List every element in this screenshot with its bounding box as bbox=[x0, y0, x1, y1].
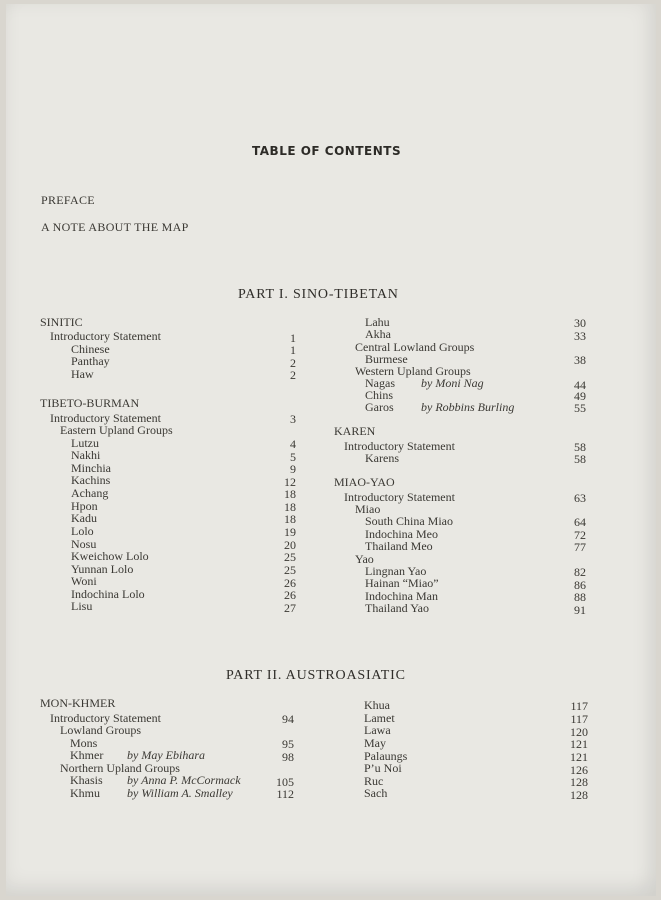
toc-section: SINITIC bbox=[40, 315, 83, 329]
page-number: 1 bbox=[290, 343, 296, 357]
page-number: 27 bbox=[284, 601, 296, 615]
toc-entry: May bbox=[364, 736, 386, 750]
author-credit: by Moni Nag bbox=[421, 376, 484, 390]
author-credit: by May Ebihara bbox=[127, 748, 205, 762]
toc-entry: Haw bbox=[71, 367, 94, 381]
page-number: 88 bbox=[574, 590, 586, 604]
toc-entry: Hainan “Miao” bbox=[365, 576, 439, 590]
toc-subsection: Lowland Groups bbox=[60, 723, 141, 737]
toc-entry: Karens bbox=[365, 451, 399, 465]
toc-subsection: Central Lowland Groups bbox=[355, 340, 475, 354]
toc-entry: Introductory Statement bbox=[50, 711, 161, 725]
page-number: 105 bbox=[276, 775, 294, 789]
page-number: 86 bbox=[574, 578, 586, 592]
toc-entry: Lingnan Yao bbox=[365, 564, 427, 578]
toc-entry: Panthay bbox=[71, 354, 110, 368]
front-preface: PREFACE bbox=[41, 193, 95, 207]
toc-entry: Khmu bbox=[70, 786, 100, 800]
page-number: 121 bbox=[570, 750, 588, 764]
toc-entry: Burmese bbox=[365, 352, 408, 366]
toc-entry: Lawa bbox=[364, 723, 391, 737]
toc-entry: Khmer bbox=[70, 748, 104, 762]
toc-subsection: Miao bbox=[355, 502, 381, 516]
toc-entry: Kachins bbox=[71, 473, 111, 487]
toc-entry: Indochina Man bbox=[365, 589, 438, 603]
page-number: 112 bbox=[276, 787, 294, 801]
page-number: 120 bbox=[570, 725, 588, 739]
toc-entry: Indochina Lolo bbox=[71, 587, 145, 601]
toc-section: MON-KHMER bbox=[40, 696, 116, 710]
page-number: 20 bbox=[284, 538, 296, 552]
page-number: 95 bbox=[282, 737, 294, 751]
page-number: 58 bbox=[574, 452, 586, 466]
toc-entry: Hpon bbox=[71, 499, 98, 513]
toc-entry: Lutzu bbox=[71, 436, 99, 450]
toc-subsection: Western Upland Groups bbox=[355, 364, 471, 378]
toc-entry: Khua bbox=[364, 698, 390, 712]
page-number: 2 bbox=[290, 368, 296, 382]
part2-heading: PART II. AUSTROASIATIC bbox=[226, 668, 406, 683]
toc-entry: Introductory Statement bbox=[344, 439, 455, 453]
page-number: 128 bbox=[570, 788, 588, 802]
author-credit: by Robbins Burling bbox=[421, 400, 515, 414]
toc-entry: Kweichow Lolo bbox=[71, 549, 149, 563]
toc-entry: Indochina Meo bbox=[365, 527, 438, 541]
author-credit: by Anna P. McCormack bbox=[127, 773, 241, 787]
toc-subsection: Northern Upland Groups bbox=[60, 761, 180, 775]
page-number: 30 bbox=[574, 316, 586, 330]
page-number: 38 bbox=[574, 353, 586, 367]
page-number: 77 bbox=[574, 540, 586, 554]
page-number: 117 bbox=[570, 699, 588, 713]
page-number: 126 bbox=[570, 763, 588, 777]
toc-entry: Chins bbox=[365, 388, 394, 402]
toc-entry: Nosu bbox=[71, 537, 97, 551]
toc-entry: Nagas bbox=[365, 376, 395, 390]
toc-entry: Thailand Meo bbox=[365, 539, 433, 553]
page-number: 117 bbox=[570, 712, 588, 726]
page-number: 49 bbox=[574, 389, 586, 403]
toc-entry: Woni bbox=[71, 574, 97, 588]
page-number: 3 bbox=[290, 412, 296, 426]
toc-entry: Kadu bbox=[71, 511, 97, 525]
toc-entry: Lamet bbox=[364, 711, 395, 725]
page-number: 58 bbox=[574, 440, 586, 454]
page-number: 26 bbox=[284, 576, 296, 590]
toc-entry: Minchia bbox=[71, 461, 111, 475]
toc-entry: Khasis bbox=[70, 773, 103, 787]
toc-entry: Mons bbox=[70, 736, 98, 750]
toc-entry: Introductory Statement bbox=[50, 329, 161, 343]
toc-entry: Lahu bbox=[365, 315, 390, 329]
page-number: 94 bbox=[282, 712, 294, 726]
toc-entry: Achang bbox=[71, 486, 109, 500]
page-number: 18 bbox=[284, 487, 296, 501]
toc-entry: Akha bbox=[365, 327, 391, 341]
page-number: 33 bbox=[574, 329, 586, 343]
toc-subsection: Yao bbox=[355, 552, 374, 566]
toc-entry: Palaungs bbox=[364, 749, 408, 763]
page-number: 128 bbox=[570, 775, 588, 789]
page-number: 2 bbox=[290, 356, 296, 370]
toc-entry: Nakhi bbox=[71, 448, 101, 462]
toc-entry: Ruc bbox=[364, 774, 384, 788]
page-number: 25 bbox=[284, 550, 296, 564]
page-number: 63 bbox=[574, 491, 586, 505]
toc-section: MIAO-YAO bbox=[334, 475, 395, 489]
page-number: 98 bbox=[282, 750, 294, 764]
toc-entry: Garos bbox=[365, 400, 394, 414]
page-number: 44 bbox=[574, 378, 586, 392]
page-number: 18 bbox=[284, 512, 296, 526]
toc-entry: Lisu bbox=[71, 599, 93, 613]
toc-entry: South China Miao bbox=[365, 514, 454, 528]
page-number: 25 bbox=[284, 563, 296, 577]
page-number: 19 bbox=[284, 525, 296, 539]
page-number: 12 bbox=[284, 475, 296, 489]
page-number: 82 bbox=[574, 565, 586, 579]
front-map-note: A NOTE ABOUT THE MAP bbox=[41, 220, 189, 234]
part1-heading: PART I. SINO-TIBETAN bbox=[238, 287, 399, 302]
toc-entry: Introductory Statement bbox=[344, 490, 455, 504]
toc-entry: Introductory Statement bbox=[50, 411, 161, 425]
toc-entry: Yunnan Lolo bbox=[71, 562, 134, 576]
page-number: 1 bbox=[290, 331, 296, 345]
page-title: TABLE OF CONTENTS bbox=[252, 144, 402, 158]
toc-entry: Lolo bbox=[71, 524, 94, 538]
toc-subsection: Eastern Upland Groups bbox=[60, 423, 173, 437]
toc-entry: Thailand Yao bbox=[365, 601, 429, 615]
page-number: 121 bbox=[570, 737, 588, 751]
page-number: 64 bbox=[574, 515, 586, 529]
toc-entry: Chinese bbox=[71, 342, 110, 356]
toc-section: KAREN bbox=[334, 424, 376, 438]
page-number: 9 bbox=[290, 462, 296, 476]
toc-entry: P’u Noi bbox=[364, 761, 402, 775]
author-credit: by William A. Smalley bbox=[127, 786, 233, 800]
page-number: 18 bbox=[284, 500, 296, 514]
toc-section: TIBETO-BURMAN bbox=[40, 396, 140, 410]
page-number: 72 bbox=[574, 528, 586, 542]
toc-entry: Sach bbox=[364, 786, 388, 800]
page-number: 91 bbox=[574, 603, 586, 617]
page-number: 26 bbox=[284, 588, 296, 602]
page-number: 4 bbox=[290, 437, 296, 451]
page-number: 55 bbox=[574, 401, 586, 415]
page-number: 5 bbox=[290, 450, 296, 464]
